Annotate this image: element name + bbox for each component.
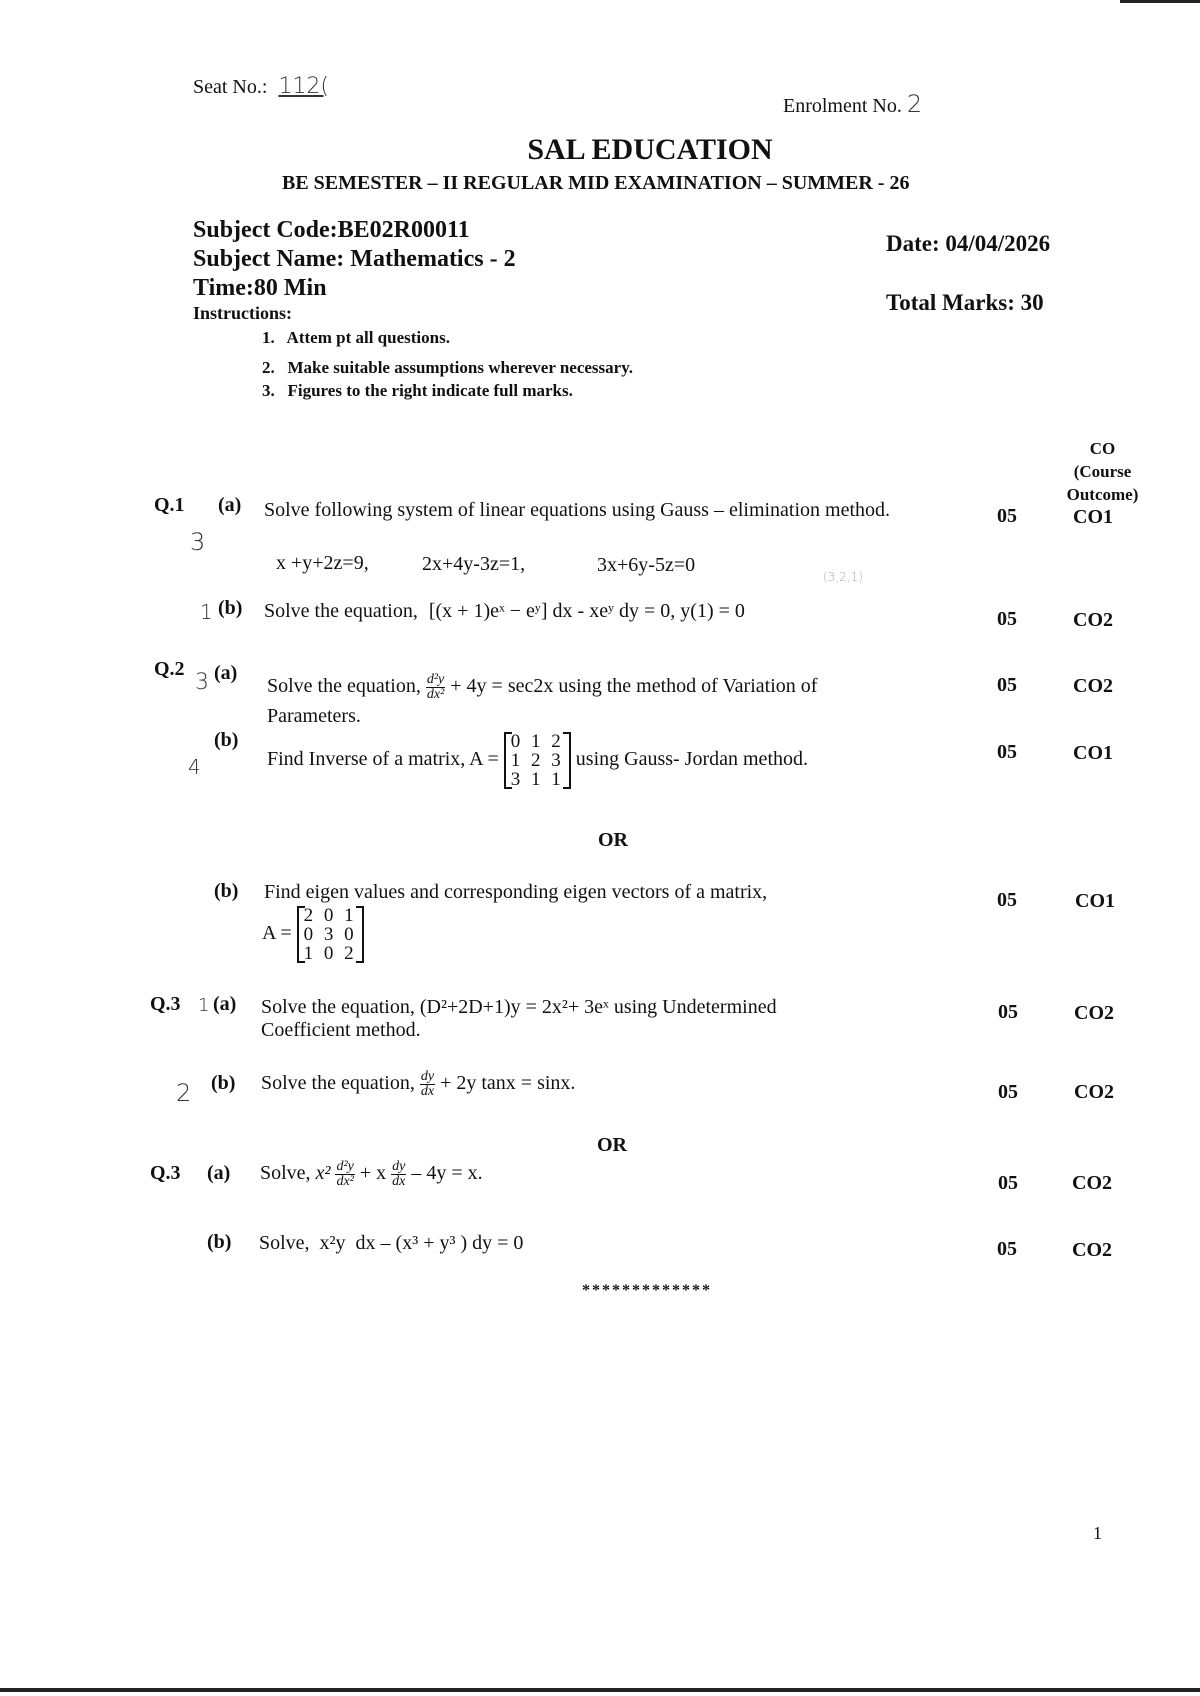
instructions-label: Instructions: [193, 303, 293, 323]
q2a-hand-note: 3 [195, 670, 209, 695]
q3b-prefix: Solve the equation, [261, 1072, 415, 1095]
q3-alt-b-label: (b) [207, 1231, 232, 1253]
q1b-label: (b) [218, 597, 243, 619]
q3-alt-a-prefix: Solve, [260, 1162, 311, 1185]
q3-alt-a-co: CO2 [1072, 1172, 1112, 1194]
q2a-frac-num: d²y [426, 672, 445, 687]
subject-code: Subject Code:BE02R00011 [193, 217, 470, 243]
q2a-prefix: Solve the equation, [267, 675, 421, 698]
q1a-eq1: x +y+2z=9, [276, 552, 369, 574]
q3a-marks: 05 [998, 1001, 1018, 1023]
q3-alt-a-term1: x² [315, 1162, 331, 1185]
q3b-fraction [420, 1070, 435, 1099]
q2b-alt-label: (b) [214, 880, 239, 902]
q2b-alt-text: Find eigen values and corresponding eigen vectors of a matrix, [264, 881, 768, 903]
q1b-text [264, 600, 745, 623]
q2b-alt-marks: 05 [997, 889, 1017, 911]
q3b-label: (b) [211, 1072, 236, 1094]
q1b-equation: [(x + 1)eˣ − eʸ] dx - xeʸ dy = 0, y(1) = 0 [428, 600, 745, 622]
q3-or: OR [597, 1134, 627, 1156]
q3-alt-a-frac2-den: dx [392, 1174, 406, 1189]
q2b-matrix [504, 732, 571, 789]
seat-number [193, 74, 329, 99]
exam-title: BE SEMESTER – II REGULAR MID EXAMINATION – SUMMER - 26 [282, 172, 910, 194]
q2a-line2: Parameters. [267, 705, 361, 727]
q2b-co: CO1 [1073, 742, 1113, 764]
q3a-line1: Solve the equation, (D²+2D+1)y = 2x²+ 3eˣ using Undetermined [261, 996, 777, 1018]
q1a-scribble: (3,2,1) [823, 570, 863, 584]
scan-edge-top [1120, 0, 1200, 3]
q3-alt-b-co: CO2 [1072, 1239, 1112, 1261]
q1b-marks: 05 [997, 608, 1017, 630]
institution-name: SAL EDUCATION [527, 133, 773, 166]
co-header-line-2: (Course [1073, 462, 1132, 481]
q2b-prefix: Find Inverse of a matrix, A = [267, 748, 499, 771]
seat-handwritten: 112( [278, 74, 330, 99]
q3-number: Q.3 [150, 993, 181, 1015]
co-header [1045, 437, 1160, 506]
q2-number: Q.2 [154, 658, 185, 680]
instruction-1: 1. Attem pt all questions. [262, 328, 450, 347]
q3-alt-a-frac1-num: d²y [336, 1159, 354, 1174]
q1a-marks: 05 [997, 505, 1017, 527]
co-header-line-3: Outcome) [1066, 485, 1139, 504]
q1a-co: CO1 [1073, 506, 1113, 528]
exam-time: Time:80 Min [193, 275, 327, 301]
q3-alt-number: Q.3 [150, 1162, 181, 1184]
q2a-text [267, 673, 817, 702]
q2-or: OR [598, 829, 628, 851]
q2a-fraction [426, 673, 445, 702]
q2b-alt-matrix [297, 906, 364, 963]
q1a-eq3: 3x+6y-5z=0 [597, 554, 696, 576]
scan-edge-bottom [0, 1688, 1200, 1692]
q1b-hand-note: 1 [200, 600, 213, 624]
q3b-co: CO2 [1074, 1081, 1114, 1103]
q2a-label: (a) [214, 662, 238, 684]
q3-alt-a-marks: 05 [998, 1172, 1018, 1194]
q3-alt-a-fraction-1 [335, 1160, 354, 1189]
q3-alt-a-mid: + x [359, 1162, 387, 1185]
q2b-alt-matrix-row-2: 0 3 0 [303, 924, 357, 945]
instruction-3: 3. Figures to the right indicate full marks. [262, 381, 573, 400]
q2b-matrix-row-3: 3 1 1 [510, 769, 564, 790]
co-header-line-1: CO [1089, 439, 1116, 458]
q3-alt-a-fraction-2 [391, 1160, 406, 1189]
q2b-alt-matrix-row-1: 2 0 1 [303, 905, 357, 926]
q2a-frac-den: dx² [426, 687, 445, 702]
q2b-suffix: using Gauss- Jordan method. [575, 748, 808, 771]
instruction-2: 2. Make suitable assumptions wherever necessary. [262, 358, 634, 377]
q3a-hand-note: 1 [198, 995, 210, 1016]
q2b-alt-matrix-row-3: 1 0 2 [303, 943, 357, 964]
q3-alt-a-frac1-den: dx² [336, 1174, 354, 1189]
q3-alt-a-suffix: – 4y = x. [411, 1162, 483, 1185]
q3b-suffix: + 2y tanx = sinx. [440, 1072, 576, 1095]
q2b-text [267, 732, 808, 789]
q1a-text: Solve following system of linear equations using Gauss – elimination method. [264, 499, 891, 521]
q2b-alt-prefix: A = [262, 922, 292, 945]
q2b-matrix-row-1: 0 1 2 [510, 731, 564, 752]
total-marks: Total Marks: 30 [886, 290, 1044, 315]
q2b-matrix-row-2: 1 2 3 [510, 750, 564, 771]
exam-date: Date: 04/04/2026 [886, 231, 1051, 256]
q2a-marks: 05 [997, 674, 1017, 696]
q2b-marks: 05 [997, 741, 1017, 763]
seat-label: Seat No.: [193, 76, 268, 98]
end-marker: ************* [582, 1282, 712, 1299]
page-number: 1 [1093, 1523, 1102, 1543]
q2b-hand-note: 4 [188, 755, 201, 779]
q3-alt-b-text: Solve, x²y dx – (x³ + y³ ) dy = 0 [259, 1232, 524, 1254]
enrolment-handwritten: 2 [906, 90, 923, 118]
q3b-marks: 05 [998, 1081, 1018, 1103]
q3b-frac-num: dy [420, 1069, 435, 1084]
q1b-co: CO2 [1073, 609, 1113, 631]
q3-alt-a-frac2-num: dy [392, 1159, 406, 1174]
enrolment-number [783, 90, 922, 118]
q2b-alt-matrix-line [262, 906, 364, 963]
q2b-alt-co: CO1 [1075, 890, 1115, 912]
q3a-line2: Coefficient method. [261, 1019, 421, 1041]
q3-alt-a-label: (a) [207, 1162, 231, 1184]
q1-hand-note: 3 [190, 528, 206, 556]
q1-number: Q.1 [154, 494, 185, 516]
q3b-text [261, 1070, 575, 1099]
q3b-frac-den: dx [420, 1084, 435, 1099]
q2b-label: (b) [214, 729, 239, 751]
enrolment-label: Enrolment No. [783, 95, 902, 117]
q3a-label: (a) [213, 993, 237, 1015]
enrolment-redaction [950, 94, 1180, 134]
q1a-eq2: 2x+4y-3z=1, [422, 553, 526, 575]
q2a-co: CO2 [1073, 675, 1113, 697]
q1b-prefix: Solve the equation, [264, 600, 418, 622]
subject-name: Subject Name: Mathematics - 2 [193, 246, 516, 272]
q3b-hand-note: 2 [176, 1079, 192, 1107]
q3a-co: CO2 [1074, 1002, 1114, 1024]
q3-alt-b-marks: 05 [997, 1238, 1017, 1260]
q2a-suffix: + 4y = sec2x using the method of Variation of [450, 675, 818, 698]
q1a-label: (a) [218, 494, 242, 516]
seat-redaction [330, 82, 535, 116]
q3-alt-a-text [260, 1160, 483, 1189]
